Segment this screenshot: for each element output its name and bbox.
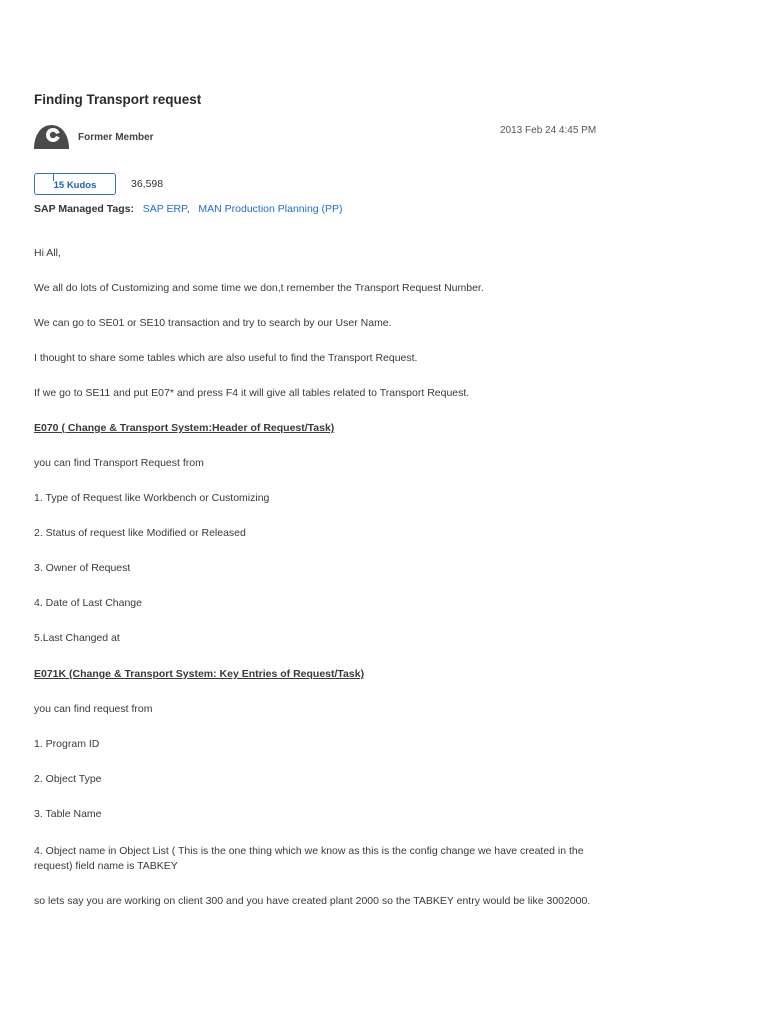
post-timestamp: 2013 Feb 24 4:45 PM xyxy=(500,125,597,136)
paragraph-1: We all do lots of Customizing and some time we don,t remember the Transport Request Number. xyxy=(34,282,484,294)
paragraph-4: If we go to SE11 and put E07* and press F4 it will give all tables related to Transport Request. xyxy=(34,387,470,399)
e070-list-item: 2. Status of request like Modified or Released xyxy=(34,527,246,539)
e070-list-item: 1. Type of Request like Workbench or Customizing xyxy=(34,492,270,504)
tag-link-production-planning[interactable]: MAN Production Planning (PP) xyxy=(198,203,343,215)
paragraph-2: We can go to SE01 or SE10 transaction and try to search by our User Name. xyxy=(34,317,392,329)
tag-link-sap-erp[interactable]: SAP ERP xyxy=(142,203,187,215)
kudos-count-label: 15 Kudos xyxy=(53,180,97,191)
managed-tags-row xyxy=(34,203,343,215)
paragraph-3: I thought to share some tables which are also useful to find the Transport Request. xyxy=(34,352,418,364)
kudos-button[interactable] xyxy=(34,173,116,195)
tag-separator: , xyxy=(186,203,190,215)
managed-tags-label: SAP Managed Tags: xyxy=(34,203,134,215)
author-name[interactable]: Former Member xyxy=(78,132,154,143)
e070-heading: E070 ( Change & Transport System:Header of Request/Task) xyxy=(34,422,335,434)
e071k-list-item: 4. Object name in Object List ( This is the one thing which we know as this is the config change we have created in the request) field name is TABKEY xyxy=(34,845,584,872)
e070-list-item: 3. Owner of Request xyxy=(34,562,131,574)
greeting-text: Hi All, xyxy=(34,247,61,259)
e071k-list-item: 1. Program ID xyxy=(34,738,100,750)
e071k-list-item: 2. Object Type xyxy=(34,773,102,785)
e070-intro: you can find Transport Request from xyxy=(34,457,204,469)
e071k-list-item: 3. Table Name xyxy=(34,808,102,820)
e070-list-item: 4. Date of Last Change xyxy=(34,597,142,609)
e070-list-item: 5.Last Changed at xyxy=(34,632,120,644)
view-count: 36,598 xyxy=(131,178,164,190)
e071k-intro: you can find request from xyxy=(34,703,153,715)
closing-paragraph: so lets say you are working on client 300 and you have created plant 2000 so the TABKEY entry would be like 3002000. xyxy=(34,895,591,907)
post-title: Finding Transport request xyxy=(34,92,202,107)
e071k-heading: E071K (Change & Transport System: Key Entries of Request/Task) xyxy=(34,668,365,680)
former-member-avatar-icon[interactable] xyxy=(33,123,70,149)
